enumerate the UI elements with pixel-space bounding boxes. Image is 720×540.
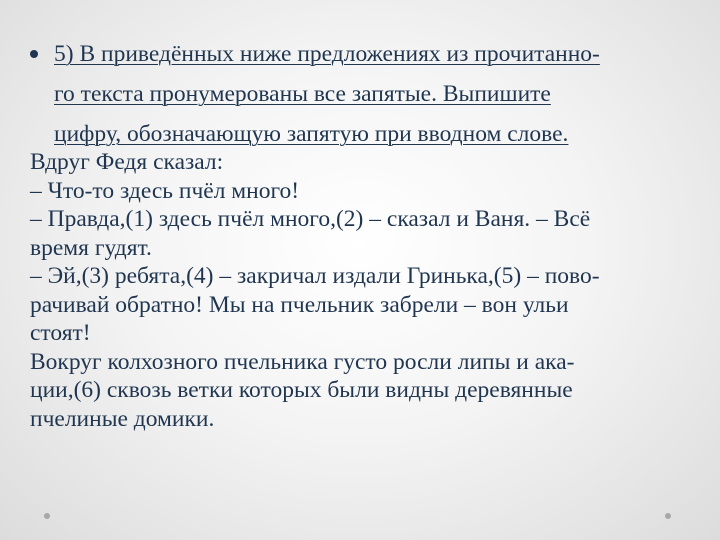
text-line-10: пчелиные домики.: [30, 405, 215, 432]
decorative-dot-left: [44, 513, 50, 519]
text-line-5: – Эй,(3) ребята,(4) – закричал издали Гринька,(5) – пово-: [30, 263, 600, 289]
task-line-1: 5) В приведённых ниже предложениях из прочитанно-: [54, 41, 600, 67]
text-line-9: ции,(6) сквозь ветки которых были видны деревянные: [30, 377, 573, 403]
text-line-7: стоят!: [30, 320, 91, 346]
task-line-2: го текста пронумерованы все запятые. Выпишите: [54, 81, 551, 107]
text-line-2: – Что-то здесь пчёл много!: [30, 177, 300, 204]
text-line-4: время гудят.: [30, 234, 152, 261]
text-line-8: Вокруг колхозного пчельника густо росли липы и ака-: [30, 348, 575, 375]
bullet-icon: [30, 50, 38, 58]
text-line-1: Вдруг Федя сказал:: [30, 149, 224, 175]
decorative-dot-right: [665, 513, 671, 519]
task-line-3: цифру, обозначающую запятую при вводном слове.: [54, 121, 569, 147]
reading-text: [30, 148, 702, 433]
task-block: [30, 34, 700, 154]
text-line-3: – Правда,(1) здесь пчёл много,(2) – сказал и Ваня. – Всё: [30, 206, 591, 232]
text-line-6: рачивай обратно! Мы на пчельник забрели – вон ульи: [30, 291, 569, 318]
